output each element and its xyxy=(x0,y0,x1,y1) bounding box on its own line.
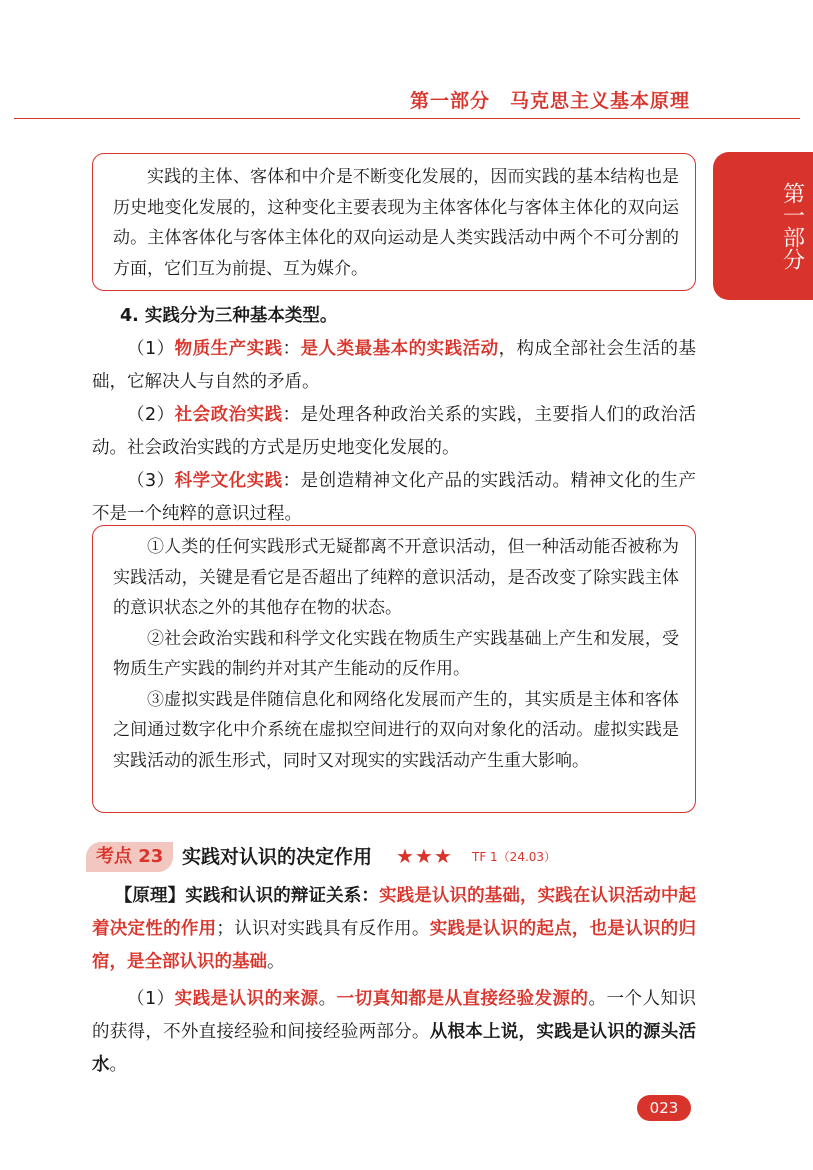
type-item-material: （1）物质生产实践：是人类最基本的实践活动，构成全部社会生活的基础，它解决人与自然的矛盾。 xyxy=(92,339,697,392)
star-rating-icon: ★★★ xyxy=(396,844,453,868)
page-header xyxy=(14,82,800,119)
type-item-political: （2）社会政治实践：是处理各种政治关系的实践，主要指人们的政治活动。社会政治实践的方式是历史地变化发展的。 xyxy=(92,405,697,458)
side-tab-label: 第一部分 xyxy=(779,182,805,270)
principle-section xyxy=(92,880,696,1082)
chapter-title: 第一部分 马克思主义基本原理 xyxy=(409,90,690,112)
note-box-structure xyxy=(92,153,696,291)
type-item-cultural: （3）科学文化实践：是创造精神文化产品的实践活动。精神文化的生产不是一个纯粹的意识过程。 xyxy=(92,471,697,524)
note-paragraph-3: ③虚拟实践是伴随信息化和网络化发展而产生的，其实质是主体和客体之间通过数字化中介系统在虚拟空间进行的双向对象化的活动。虚拟实践是实践活动的派生形式，同时又对现实的实践活动产生重大影响。 xyxy=(113,689,679,771)
section-heading: 4. 实践分为三种基本类型。 xyxy=(120,306,338,326)
exam-frequency-tag: TF 1（24.03） xyxy=(472,850,557,864)
exam-point-badge: 考点 23 xyxy=(86,842,173,872)
exam-point-title: 实践对认识的决定作用 xyxy=(182,846,373,868)
note-paragraph-2: ②社会政治实践和科学文化实践在物质生产实践基础上产生和发展，受物质生产实践的制约并对其产生能动的反作用。 xyxy=(113,628,679,679)
note-box-types xyxy=(92,525,696,813)
exam-point-heading xyxy=(86,840,706,874)
note-box-text: 实践的主体、客体和中介是不断变化发展的，因而实践的基本结构也是历史地变化发展的，这种变化主要表现为主体客体化与客体主体化的双向运动。主体客体化与客体主体化的双向运动是人类实践活动中两个不可分割的方面，它们互为前提、互为媒介。 xyxy=(113,167,679,279)
section-side-tab xyxy=(713,152,813,300)
practice-types-section xyxy=(92,300,696,531)
note-paragraph-1: ①人类的任何实践形式无疑都离不开意识活动，但一种活动能否被称为实践活动，关键是看它是否超出了纯粹的意识活动，是否改变了除实践主体的意识状态之外的其他存在物的状态。 xyxy=(113,537,679,618)
source-paragraph: （1）实践是认识的来源。一切真知都是从直接经验发源的。一个人知识的获得，不外直接经验和间接经验两部分。从根本上说，实践是认识的源头活水。 xyxy=(92,989,697,1075)
principle-paragraph: 【原理】实践和认识的辩证关系：实践是认识的基础，实践在认识活动中起着决定性的作用；认识对实践具有反作用。实践是认识的起点，也是认识的归宿，是全部认识的基础。 xyxy=(92,886,697,972)
page-number: 023 xyxy=(637,1095,691,1121)
